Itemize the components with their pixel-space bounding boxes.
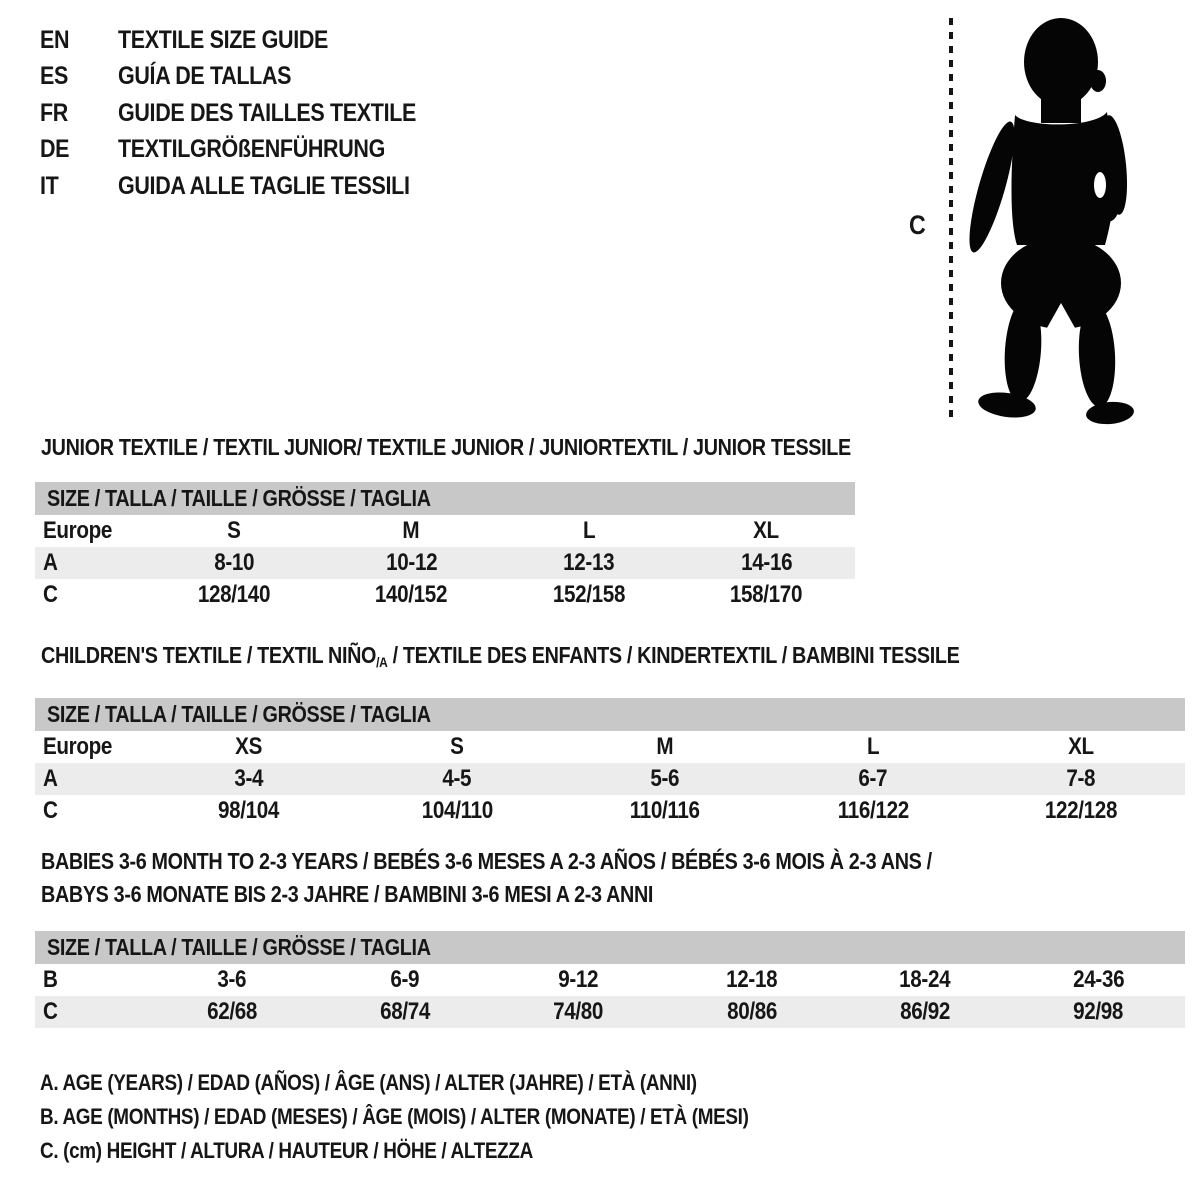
babies-textile-section <box>35 845 1185 1028</box>
section-title: CHILDREN'S TEXTILE / TEXTIL NIÑO/A / TEXTILE DES ENFANTS / KINDERTEXTIL / BAMBINI TESSILE <box>41 642 960 670</box>
junior-textile-section <box>35 434 855 611</box>
list-item <box>40 59 465 96</box>
list-item <box>40 22 465 59</box>
row-label: C <box>43 581 58 608</box>
table-row: B 3-6 6-9 9-12 12-18 18-24 24-36 <box>43 966 1124 993</box>
row-label: Europe <box>43 517 113 544</box>
list-item <box>40 132 465 169</box>
row-label: C <box>43 797 58 824</box>
row-label: Europe <box>43 733 113 760</box>
size-header-bar: SIZE / TALLA / TAILLE / GRÖSSE / TAGLIA <box>35 482 855 515</box>
language-title: GUIDA ALLE TAGLIE TESSILI <box>118 171 410 200</box>
childrens-textile-section <box>35 642 1185 827</box>
table-row: A 3-4 4-5 5-6 6-7 7-8 <box>35 763 1185 795</box>
table-row: C 62/68 68/74 74/80 80/86 86/92 92/98 <box>35 996 1185 1028</box>
legend-line-c: C. (cm) HEIGHT / ALTURA / HAUTEUR / HÖHE / ALTEZZA <box>40 1138 533 1163</box>
language-code: ES <box>40 62 69 91</box>
table-row: C 98/104 104/110 110/116 116/122 122/128 <box>43 797 1118 824</box>
row-label: A <box>43 549 58 576</box>
dashed-height-line <box>949 18 953 420</box>
height-line-label: C <box>909 210 926 240</box>
language-title: GUÍA DE TALLAS <box>118 62 292 91</box>
table-row: Europe S M L XL <box>43 517 780 544</box>
legend-line-a: A. AGE (YEARS) / EDAD (AÑOS) / ÂGE (ANS) / ALTER (JAHRE) / ETÀ (ANNI) <box>40 1070 697 1095</box>
language-title-list <box>40 22 465 205</box>
toddler-silhouette-icon <box>957 15 1157 425</box>
height-measure-figure <box>905 10 1195 435</box>
table-row: A 8-10 10-12 12-13 14-16 <box>35 547 855 579</box>
table-row: Europe XS S M L XL <box>43 733 1094 760</box>
language-title: TEXTILGRÖßENFÜHRUNG <box>118 135 385 164</box>
language-code: DE <box>40 135 70 164</box>
language-code: IT <box>40 171 59 200</box>
language-code: EN <box>40 25 70 54</box>
row-label: C <box>43 998 58 1025</box>
list-item <box>40 95 465 132</box>
legend-line-b: B. AGE (MONTHS) / EDAD (MESES) / ÂGE (MOIS) / ALTER (MONATE) / ETÀ (MESI) <box>40 1104 749 1129</box>
section-title: JUNIOR TEXTILE / TEXTIL JUNIOR/ TEXTILE JUNIOR / JUNIORTEXTIL / JUNIOR TESSILE <box>41 434 851 460</box>
section-title-line2: BABYS 3-6 MONATE BIS 2-3 JAHRE / BAMBINI 3-6 MESI A 2-3 ANNI <box>41 881 654 907</box>
row-label: B <box>43 966 58 993</box>
size-header-bar: SIZE / TALLA / TAILLE / GRÖSSE / TAGLIA <box>35 931 1185 964</box>
table-row: C 128/140 140/152 152/158 158/170 <box>43 581 803 608</box>
language-title: GUIDE DES TAILLES TEXTILE <box>118 98 417 127</box>
legend <box>40 1066 864 1168</box>
language-title: TEXTILE SIZE GUIDE <box>118 25 329 54</box>
list-item <box>40 168 465 205</box>
section-title-line1: BABIES 3-6 MONTH TO 2-3 YEARS / BEBÉS 3-6 MESES A 2-3 AÑOS / BÉBÉS 3-6 MOIS À 2-3 ANS / <box>41 848 932 874</box>
row-label: A <box>43 765 58 792</box>
size-header-bar: SIZE / TALLA / TAILLE / GRÖSSE / TAGLIA <box>35 698 1185 731</box>
language-code: FR <box>40 98 68 127</box>
